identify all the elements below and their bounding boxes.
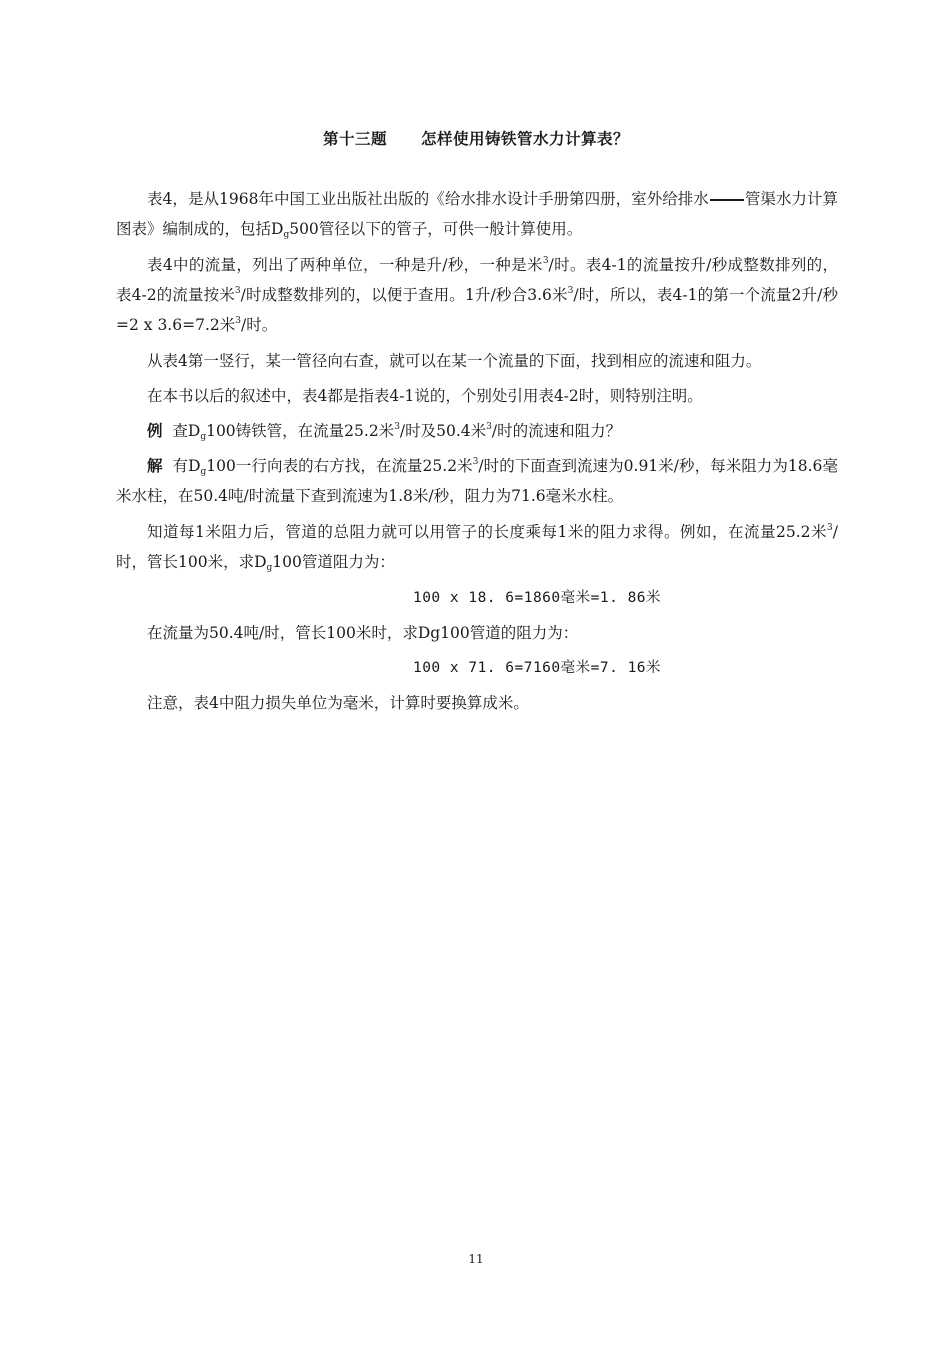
em-dash bbox=[710, 199, 744, 201]
formula-1: 100 x 18. 6=1860毫米=1. 86米 bbox=[412, 590, 662, 606]
body-text bbox=[116, 184, 838, 723]
question-number: 第十三题 bbox=[322, 130, 387, 148]
example-question: 例 查$D_g100$铸铁管，在流量25.2米$^3$/时及50.4米$^3$/时的流速和阻力？ bbox=[147, 422, 622, 442]
paragraph-2: 表4中的流量，列出了两种单位，一种是升/秒，一种是米$^3$/时。表4-1的流量按升/秒成整数排列的，表4-2的流量按米$^3$/时成整数排列的，以便于查用。1升/秒合3.6米$^3$/时，所以，表4-1的第一个流量2升/秒=2 x 3.6=7.2米$^3$/时。 bbox=[116, 256, 838, 334]
paragraph-3: 从表4第一竖行，某一管径向右查，就可以在某一个流量的下面，找到相应的流速和阻力。 bbox=[147, 352, 762, 370]
answer-label: 解 bbox=[147, 457, 163, 475]
paragraph-5: 知道每1米阻力后，管道的总阻力就可以用管子的长度乘每1米的阻力求得。例如，在流量25.2米$^3$/时，管长100米，求$D_g100$管道阻力为： bbox=[116, 523, 838, 573]
page-title bbox=[0, 127, 952, 149]
question-text: 怎样使用铸铁管水力计算表？ bbox=[421, 130, 630, 148]
paragraph-7: 注意，表4中阻力损失单位为毫米，计算时要换算成米。 bbox=[147, 694, 529, 712]
example-label: 例 bbox=[147, 422, 163, 440]
example-answer: 解 有$D_g100$一行向表的右方找，在流量25.2米$^3$/时的下面查到流速为0.91米/秒，每米阻力为18.6毫米水柱，在50.4吨/时流量下查到流速为1.8米/秒，阻力为71.6毫米水柱。 bbox=[116, 457, 838, 505]
formula-2: 100 x 71. 6=7160毫米=7. 16米 bbox=[412, 660, 662, 676]
page-number: 11 bbox=[468, 1252, 484, 1266]
paragraph-4: 在本书以后的叙述中，表4都是指表4-1说的，个别处引用表4-2时，则特别注明。 bbox=[147, 387, 703, 405]
paragraph-1: 表4，是从1968年中国工业出版社出版的《给水排水设计手册第四册，室外给排水 管渠水力计算图表》编制成的，包括$D_g500$管径以下的管子，可供一般计算使用。 bbox=[116, 190, 838, 240]
paragraph-6: 在流量为50.4吨/时，管长100米时，求Dg100管道的阻力为： bbox=[147, 624, 579, 642]
